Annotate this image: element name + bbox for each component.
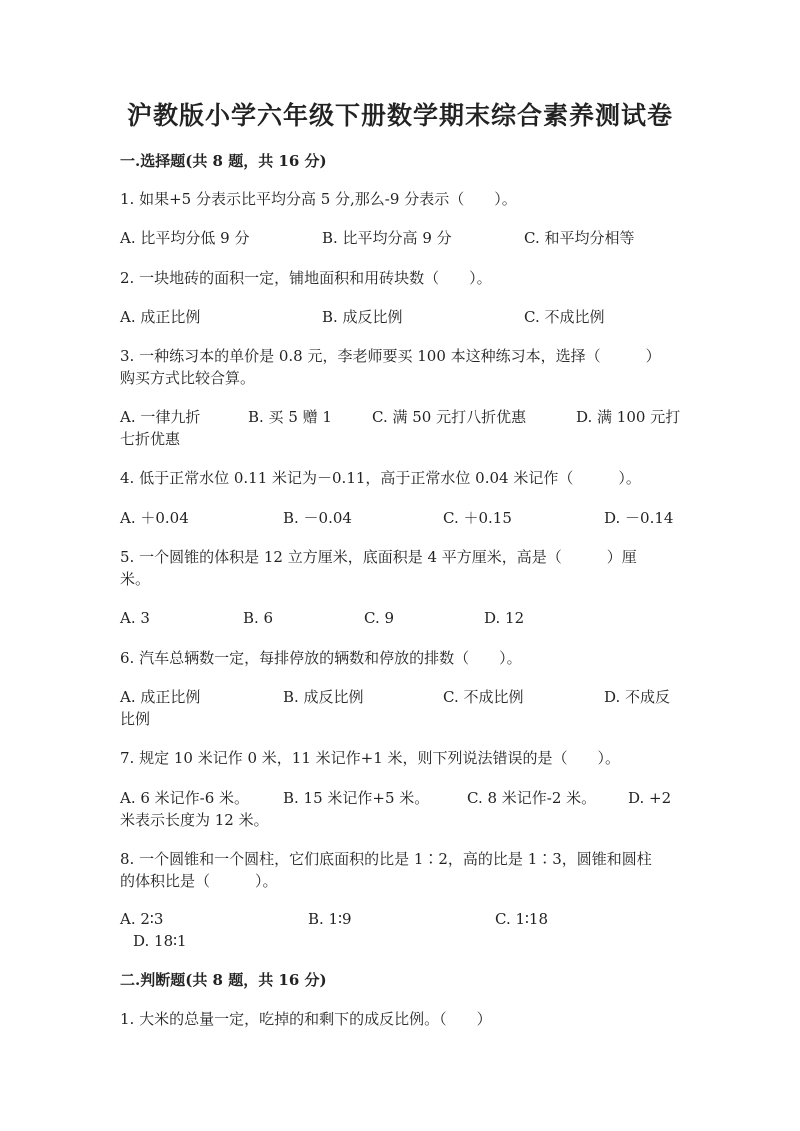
q4-option-b[interactable]: B. －0.04 <box>283 509 352 527</box>
q5-option-b[interactable]: B. 6 <box>243 609 274 627</box>
q2-option-b[interactable]: B. 成反比例 <box>322 308 403 326</box>
question-1: 1. 如果+5 分表示比平均分高 5 分,那么-9 分表示（ ）。 <box>120 190 517 208</box>
q3-option-c[interactable]: C. 满 50 元打八折优惠 <box>372 408 527 426</box>
q5-option-a[interactable]: A. 3 <box>120 609 150 627</box>
question-8-line-2: 的体积比是（ ）。 <box>120 872 278 890</box>
q3-option-a[interactable]: A. 一律九折 <box>120 408 201 426</box>
question-5-line-2: 米。 <box>120 570 151 588</box>
q7-option-b[interactable]: B. 15 米记作+5 米。 <box>283 789 430 807</box>
question-3: 3. 一种练习本的单价是 0.8 元，李老师要买 100 本这种练习本，选择（ ） <box>120 347 661 365</box>
q8-option-c[interactable]: C. 1∶18 <box>495 910 549 928</box>
question-5: 5. 一个圆锥的体积是 12 立方厘米，底面积是 4 平方厘米，高是（ ）厘 <box>120 548 637 566</box>
q6-option-c[interactable]: C. 不成比例 <box>443 688 524 706</box>
section-heading-choice: 一.选择题(共 8 题，共 16 分) <box>120 152 327 170</box>
q5-option-d[interactable]: D. 12 <box>484 609 525 627</box>
q3-option-d-cont: 七折优惠 <box>120 430 181 448</box>
question-6: 6. 汽车总辆数一定，每排停放的辆数和停放的排数（ ）。 <box>120 649 522 667</box>
q4-option-c[interactable]: C. ＋0.15 <box>443 509 512 527</box>
question-3-line-2: 购买方式比较合算。 <box>120 369 256 387</box>
page-title: 沪教版小学六年级下册数学期末综合素养测试卷 <box>126 101 673 130</box>
q7-option-d[interactable]: D. +2 <box>628 789 672 807</box>
q4-option-a[interactable]: A. ＋0.04 <box>120 509 189 527</box>
q1-option-a[interactable]: A. 比平均分低 9 分 <box>120 229 250 247</box>
q6-option-b[interactable]: B. 成反比例 <box>283 688 364 706</box>
q8-option-b[interactable]: B. 1∶9 <box>308 910 352 928</box>
q7-option-d-cont: 米表示长度为 12 米。 <box>120 811 269 829</box>
q8-option-a[interactable]: A. 2∶3 <box>120 910 164 928</box>
q4-option-d[interactable]: D. －0.14 <box>604 509 674 527</box>
q2-option-c[interactable]: C. 不成比例 <box>524 308 605 326</box>
question-8: 8. 一个圆锥和一个圆柱，它们底面积的比是 1∶2，高的比是 1∶3，圆锥和圆柱 <box>120 850 652 868</box>
question-4: 4. 低于正常水位 0.11 米记为－0.11，高于正常水位 0.04 米记作（ ）。 <box>120 469 641 487</box>
q8-option-d[interactable]: D. 18∶1 <box>133 932 187 950</box>
q6-option-d-cont: 比例 <box>120 710 151 728</box>
q1-option-b[interactable]: B. 比平均分高 9 分 <box>322 229 452 247</box>
q6-option-d[interactable]: D. 不成反 <box>604 688 671 706</box>
section-heading-judge: 二.判断题(共 8 题，共 16 分) <box>120 971 327 989</box>
q5-option-c[interactable]: C. 9 <box>364 609 395 627</box>
q3-option-d[interactable]: D. 满 100 元打 <box>576 408 681 426</box>
question-7: 7. 规定 10 米记作 0 米，11 米记作+1 米，则下列说法错误的是（ ）。 <box>120 749 621 767</box>
question-2: 2. 一块地砖的面积一定，铺地面积和用砖块数（ ）。 <box>120 269 492 287</box>
q1-option-c[interactable]: C. 和平均分相等 <box>524 229 635 247</box>
q3-option-b[interactable]: B. 买 5 赠 1 <box>248 408 332 426</box>
q6-option-a[interactable]: A. 成正比例 <box>120 688 201 706</box>
judge-question-1: 1. 大米的总量一定，吃掉的和剩下的成反比例。（ ） <box>120 1010 492 1028</box>
q7-option-a[interactable]: A. 6 米记作-6 米。 <box>120 789 250 807</box>
q2-option-a[interactable]: A. 成正比例 <box>120 308 201 326</box>
q7-option-c[interactable]: C. 8 米记作-2 米。 <box>467 789 597 807</box>
